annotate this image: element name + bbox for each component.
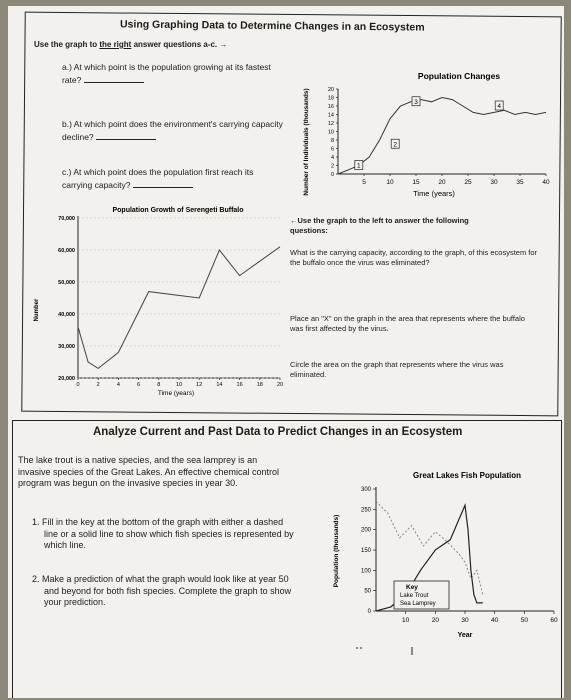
buffalo-q3: Circle the area on the graph that represents where the virus was eliminated. [290,360,504,379]
pc-xtick-label: 25 [464,179,472,186]
pc-ytick-label: 8 [330,138,334,144]
buffalo-xtick-label: 16 [236,382,243,388]
pc-ytick-label: 2 [330,163,334,170]
fish-xtick-label: 20 [431,617,439,624]
fish-chart [324,461,560,696]
fish-ytick-label: 0 [367,609,371,615]
pc-point-label: 4 [497,103,502,110]
instruction-prefix: Use the graph to [34,40,100,49]
fish-xtick-label: 40 [491,617,499,624]
section1-instruction [34,40,227,49]
fish-ytick-label: 150 [360,548,371,554]
fish-key-title: Key [406,584,418,591]
pc-ytick-label: 16 [327,104,334,110]
fish-xtick-label: 50 [520,617,528,624]
buffalo-ytick-label: 50,000 [58,280,75,286]
fish-title: Great Lakes Fish Population [412,471,522,480]
fish-xlabel: Year [457,632,473,639]
fish-xtick-label: 10 [402,617,410,624]
buffalo-xtick-label: 2 [96,382,100,388]
buffalo-population-line [78,247,280,369]
pc-title: Population Changes [417,71,501,81]
pc-ytick-label: 12 [327,121,334,127]
pc-point-label: 2 [393,141,398,149]
fish-key-lamprey: Sea Lamprey [400,601,436,607]
pc-ylabel: Number of Individuals (thousands) [303,88,310,196]
pc-ytick-label: 14 [327,112,334,119]
question-b [62,118,284,144]
pc-xtick-label: 40 [542,179,550,186]
fish-ytick-label: 200 [360,527,371,534]
section2-intro: The lake trout is a native species, and the sea lamprey is an invasive species of the Great Lakes. An effective chemical control program was begun on the invasive species in year 30. [18,455,279,488]
buffalo-q1: What is the carrying capacity, according to the graph, of this ecosystem for the buffalo once the virus was eliminated? [290,248,538,267]
buffalo-ytick-label: 40,000 [58,312,75,318]
pc-xtick-label: 5 [362,179,366,186]
pc-ytick-label: 6 [330,146,334,153]
population-changes-chart [294,64,556,204]
buffalo-xtick-label: 12 [196,382,203,388]
buffalo-q2: Place an "X" on the graph in the area that represents where the buffalo was first affected by the virus. [290,314,525,333]
pc-point-label: 3 [414,98,418,106]
pc-xtick-label: 10 [386,179,394,186]
fish-xtick-label: 30 [461,617,469,624]
buffalo-ytick-label: 70,000 [58,216,75,222]
pc-ytick-label: 0 [330,172,334,178]
pc-ytick-label: 18 [327,95,334,102]
buffalo-xtick-label: 20 [276,382,284,388]
pc-xlabel: Time (years) [413,189,455,198]
question-c [62,166,284,192]
buffalo-ytick-label: 20,000 [58,376,75,382]
question-c-text: c.) At which point does the population first reach its carrying capacity? [62,167,254,190]
question-b-text: b.) At which point does the environment's carrying capacity decline? [62,119,283,142]
fish-ytick-label: 100 [360,568,371,575]
fish-key-trout: Lake Trout [400,593,429,599]
buffalo-ytick-label: 60,000 [58,248,75,254]
section1-title: Using Graphing Data to Determine Changes in an Ecosystem [119,18,425,34]
pc-xtick-label: 30 [490,179,498,186]
buffalo-xtick-label: 6 [137,382,141,388]
answer-b-blank[interactable] [96,131,156,140]
pc-ytick-label: 20 [327,87,334,93]
buffalo-chart [26,198,288,403]
question-a-text: a.) At which point is the population growing at its fastest rate? [62,62,271,85]
fish-ytick-label: 50 [364,588,371,595]
section2-item2: 2. Make a prediction of what the graph would look like at year 50 and beyond for both fish species. Complete the graph to show your prediction. [32,574,292,607]
fish-ytick-label: 300 [360,487,371,493]
pc-xtick-label: 35 [516,179,524,186]
buffalo-xtick-label: 10 [175,382,183,388]
buffalo-xtick-label: 14 [216,382,223,388]
instruction-suffix: answer questions a-c. → [131,40,228,49]
buffalo-xtick-label: 0 [76,382,80,388]
fish-ytick-label: 250 [360,507,371,514]
question-a [62,61,277,87]
fish-xtick-label: 60 [550,617,558,624]
buffalo-ylabel: Number [34,298,40,322]
section2-item1: 1. Fill in the key at the bottom of the graph with either a dashed line or a solid line to show which fish species is represented by which line. [32,517,294,550]
buffalo-title: Population Growth of Serengeti Buffalo [112,207,244,214]
pc-ytick-label: 4 [330,155,334,161]
buffalo-intro: ←Use the graph to the left to answer the following questions: [290,216,469,235]
instruction-link: the right [99,40,132,49]
buffalo-xtick-label: 4 [116,382,120,388]
fish-ylabel: Population (thousands) [333,514,340,588]
pc-ytick-label: 10 [327,129,334,136]
buffalo-xtick-label: 8 [157,382,161,388]
section2-title: Analyze Current and Past Data to Predict Changes in an Ecosystem [93,426,463,438]
pc-population-line [338,98,546,175]
pc-xtick-label: 20 [438,179,446,186]
answer-a-blank[interactable] [84,74,144,83]
pc-point-label: 1 [356,162,361,170]
answer-c-blank[interactable] [133,179,193,188]
pc-xtick-label: 15 [412,179,420,186]
buffalo-xlabel: Time (years) [157,390,195,397]
buffalo-xtick-label: 18 [256,382,263,388]
buffalo-ytick-label: 30,000 [58,344,75,350]
worksheet [8,6,564,698]
